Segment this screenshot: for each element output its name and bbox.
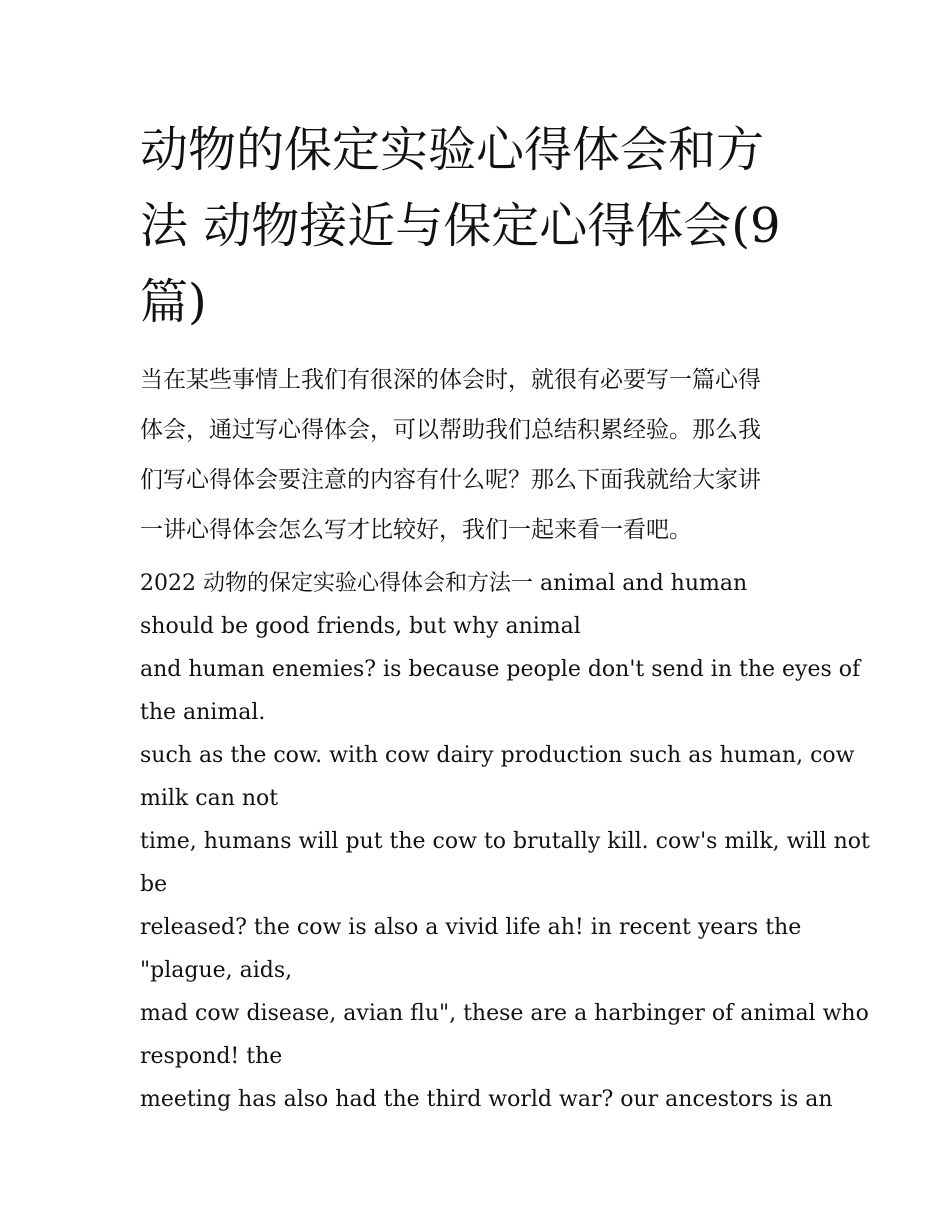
body-line: such as the cow. with cow dairy production such as human, cow (140, 743, 855, 768)
intro-paragraph (140, 355, 820, 555)
body-line: respond! the (140, 1044, 283, 1069)
body-line: released? the cow is also a vivid life ah! in recent years the (140, 915, 802, 940)
body-line: and human enemies? is because people don't send in the eyes of (140, 657, 861, 682)
intro-line: 们写心得体会要注意的内容有什么呢？那么下面我就给大家讲 (140, 467, 761, 493)
title-line: 动物的保定实验心得体会和方 (140, 122, 765, 178)
body-line: be (140, 872, 168, 897)
intro-line: 当在某些事情上我们有很深的体会时，就很有必要写一篇心得 (140, 367, 761, 393)
body-line: mad cow disease, avian flu", these are a harbinger of animal who (140, 1001, 869, 1026)
intro-line: 一讲心得体会怎么写才比较好，我们一起来看一看吧。 (140, 517, 692, 543)
body-text (140, 562, 870, 1121)
body-line: the animal. (140, 700, 266, 725)
title-line: 法 动物接近与保定心得体会(9 (140, 198, 781, 254)
title-line: 篇) (140, 274, 207, 330)
document-title (140, 112, 820, 340)
body-line: milk can not (140, 786, 279, 811)
body-line: "plague, aids, (140, 958, 293, 983)
body-line: 2022 动物的保定实验心得体会和方法一 animal and human (140, 571, 748, 596)
intro-line: 体会，通过写心得体会，可以帮助我们总结积累经验。那么我 (140, 417, 761, 443)
body-line: meeting has also had the third world war? our ancestors is an (140, 1087, 833, 1112)
body-line: should be good friends, but why animal (140, 614, 581, 639)
body-line: time, humans will put the cow to brutally kill. cow's milk, will not (140, 829, 870, 854)
